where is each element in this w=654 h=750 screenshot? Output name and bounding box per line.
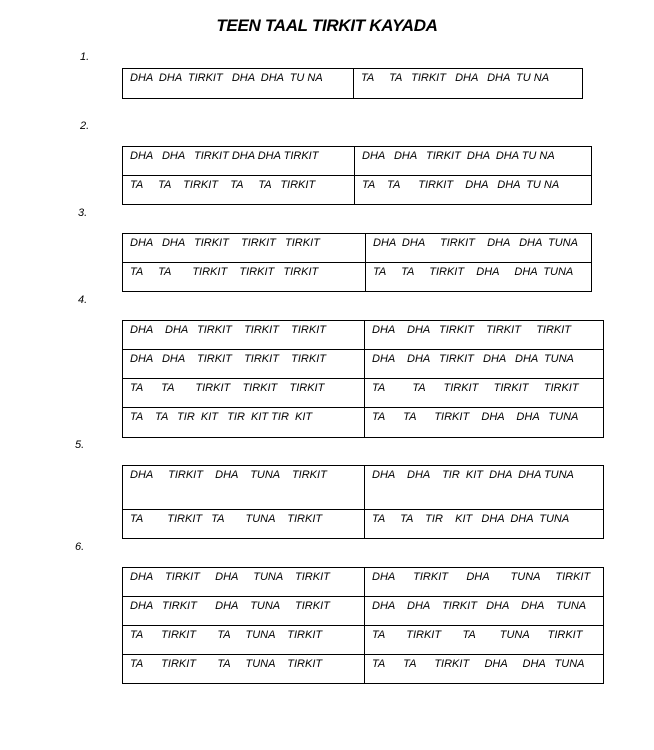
table-cell: DHA DHA TIRKIT DHA DHA TUNA — [366, 234, 592, 263]
table-row — [123, 263, 592, 292]
table-row — [123, 176, 592, 205]
section-number-4: 4. — [78, 294, 88, 306]
table-row — [123, 655, 604, 684]
table-cell: DHA DHA TIRKIT DHA DHA TU NA — [355, 147, 592, 176]
table-cell: TA TA TIR KIT DHA DHA TUNA — [365, 510, 604, 539]
table-cell: TA TA TIRKIT TA TA TIRKIT — [123, 176, 355, 205]
table-row — [123, 408, 604, 438]
section-number-5: 5. — [75, 439, 85, 451]
table-cell: DHA DHA TIRKIT DHA DHA TUNA — [365, 597, 604, 626]
kayada-table-5 — [122, 465, 604, 539]
table-cell: TA TA TIRKIT DHA DHA TU NA — [355, 176, 592, 205]
table-cell: DHA TIRKIT DHA TUNA TIRKIT — [123, 568, 365, 597]
table-row — [123, 597, 604, 626]
section-number-2: 2. — [80, 120, 90, 132]
table-cell: TA TA TIRKIT DHA DHA TU NA — [354, 69, 583, 99]
kayada-table-4 — [122, 320, 604, 438]
table-cell: DHA TIRKIT DHA TUNA TIRKIT — [365, 568, 604, 597]
table-cell: DHA TIRKIT DHA TUNA TIRKIT — [123, 597, 365, 626]
table-row — [123, 147, 592, 176]
table-cell: TA TA TIRKIT DHA DHA TUNA — [365, 408, 604, 438]
table-cell: TA TA TIRKIT TIRKIT TIRKIT — [365, 379, 604, 408]
table-cell: DHA DHA TIRKIT TIRKIT TIRKIT — [123, 350, 365, 379]
table-cell: TA TA TIRKIT DHA DHA TUNA — [366, 263, 592, 292]
table-cell: DHA DHA TIRKIT TIRKIT TIRKIT — [365, 321, 604, 350]
table-row — [123, 234, 592, 263]
table-cell: TA TIRKIT TA TUNA TIRKIT — [123, 626, 365, 655]
table-row — [123, 510, 604, 539]
kayada-table-1 — [122, 68, 583, 99]
table-cell: DHA DHA TIR KIT DHA DHA TUNA — [365, 466, 604, 510]
table-cell: TA TIRKIT TA TUNA TIRKIT — [365, 626, 604, 655]
table-row — [123, 379, 604, 408]
table-row — [123, 321, 604, 350]
table-cell: DHA DHA TIRKIT DHA DHA TUNA — [365, 350, 604, 379]
table-cell: TA TIRKIT TA TUNA TIRKIT — [123, 655, 365, 684]
table-cell: TA TA TIRKIT DHA DHA TUNA — [365, 655, 604, 684]
table-cell: TA TA TIRKIT TIRKIT TIRKIT — [123, 379, 365, 408]
section-number-6: 6. — [75, 541, 85, 553]
kayada-table-3 — [122, 233, 592, 292]
table-cell: DHA TIRKIT DHA TUNA TIRKIT — [123, 466, 365, 510]
table-row — [123, 350, 604, 379]
table-row — [123, 626, 604, 655]
section-number-3: 3. — [78, 207, 88, 219]
kayada-table-6 — [122, 567, 604, 684]
table-cell: TA TIRKIT TA TUNA TIRKIT — [123, 510, 365, 539]
table-cell: DHA DHA TIRKIT TIRKIT TIRKIT — [123, 321, 365, 350]
table-row — [123, 466, 604, 510]
section-number-1: 1. — [80, 51, 90, 63]
table-cell: DHA DHA TIRKIT TIRKIT TIRKIT — [123, 234, 366, 263]
table-row — [123, 568, 604, 597]
table-cell: TA TA TIR KIT TIR KIT TIR KIT — [123, 408, 365, 438]
table-row — [123, 69, 583, 99]
table-cell: DHA DHA TIRKIT DHA DHA TU NA — [123, 69, 354, 99]
kayada-table-2 — [122, 146, 592, 205]
page-title: TEEN TAAL TIRKIT KAYADA — [216, 16, 438, 35]
table-cell: DHA DHA TIRKIT DHA DHA TIRKIT — [123, 147, 355, 176]
table-cell: TA TA TIRKIT TIRKIT TIRKIT — [123, 263, 366, 292]
